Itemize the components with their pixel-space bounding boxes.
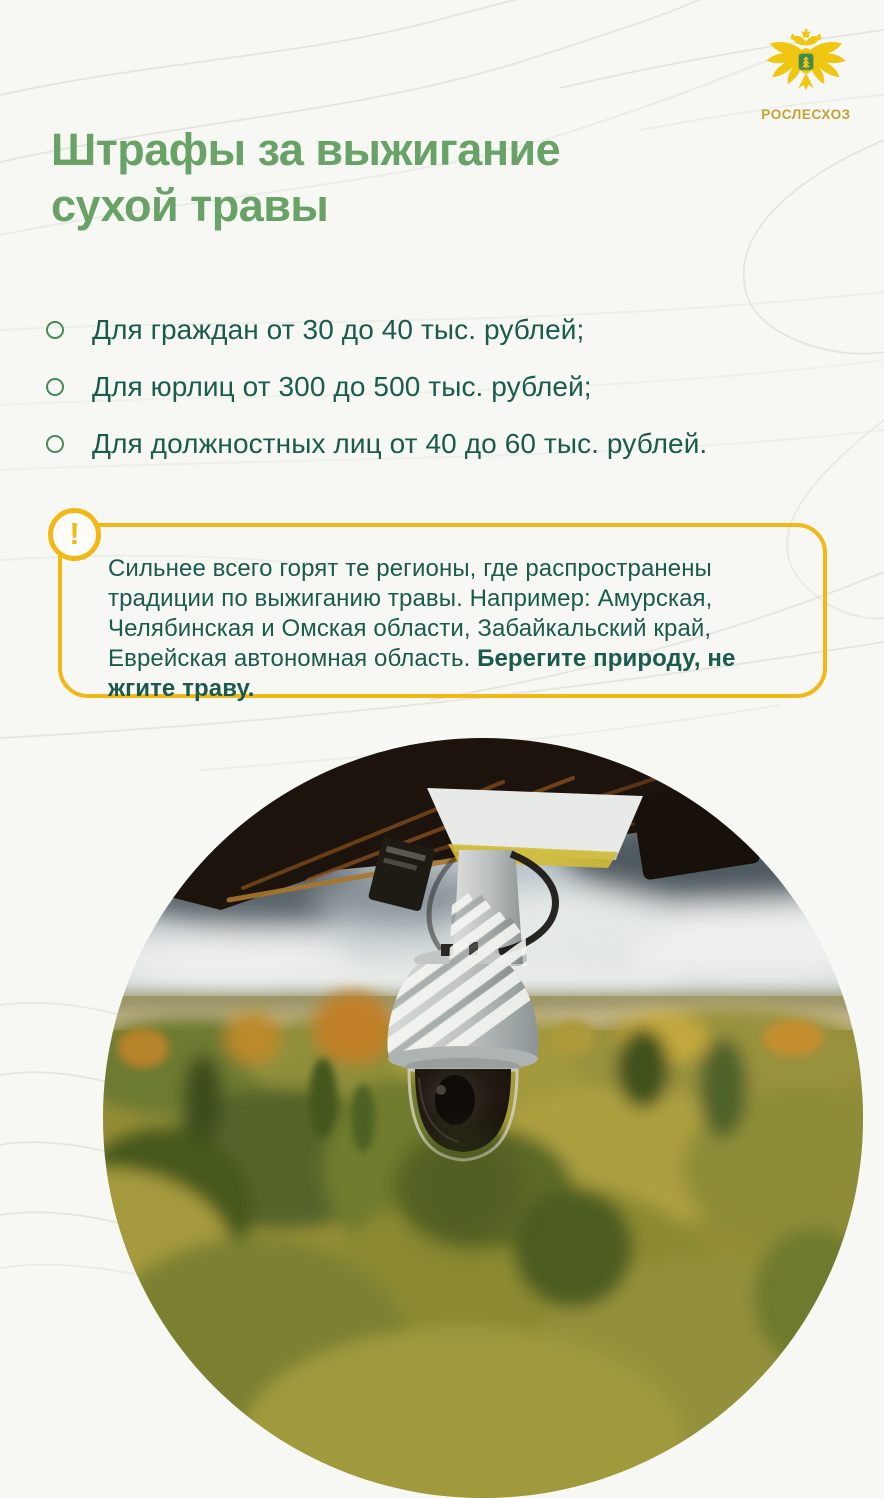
bullet-circle-icon bbox=[46, 378, 64, 396]
title-line-1: Штрафы за выжигание bbox=[51, 124, 561, 175]
list-item-label: Для юрлиц от 300 до 500 тыс. рублей; bbox=[92, 371, 592, 402]
title-line-2: сухой травы bbox=[51, 180, 329, 231]
page-title bbox=[51, 122, 560, 234]
list-item bbox=[46, 425, 707, 463]
list-item bbox=[46, 368, 707, 406]
agency-logo bbox=[752, 28, 860, 122]
fines-list bbox=[46, 311, 707, 482]
logo-label: РОСЛЕСХОЗ bbox=[761, 107, 851, 122]
list-item-label: Для граждан от 30 до 40 тыс. рублей; bbox=[92, 314, 585, 345]
warning-text bbox=[108, 554, 798, 704]
double-headed-eagle-icon bbox=[763, 28, 849, 104]
exclamation-mark: ! bbox=[69, 516, 80, 551]
exclamation-circle-icon bbox=[48, 508, 101, 561]
bullet-circle-icon bbox=[46, 435, 64, 453]
warning-text-bold: Берегите природу, не жгите траву. bbox=[108, 645, 736, 702]
camera-photo bbox=[103, 738, 863, 1498]
bullet-circle-icon bbox=[46, 321, 64, 339]
list-item bbox=[46, 311, 707, 349]
warning-text-main: Сильнее всего горят те регионы, где распространены традиции по выжиганию травы. Например: Амурская, Челябинская и Омская области, Забайкальский край, Еврейская автономная область. bbox=[108, 555, 713, 672]
list-item-label: Для должностных лиц от 40 до 60 тыс. рублей. bbox=[92, 428, 708, 459]
camera-photo-illustration bbox=[103, 738, 863, 1498]
